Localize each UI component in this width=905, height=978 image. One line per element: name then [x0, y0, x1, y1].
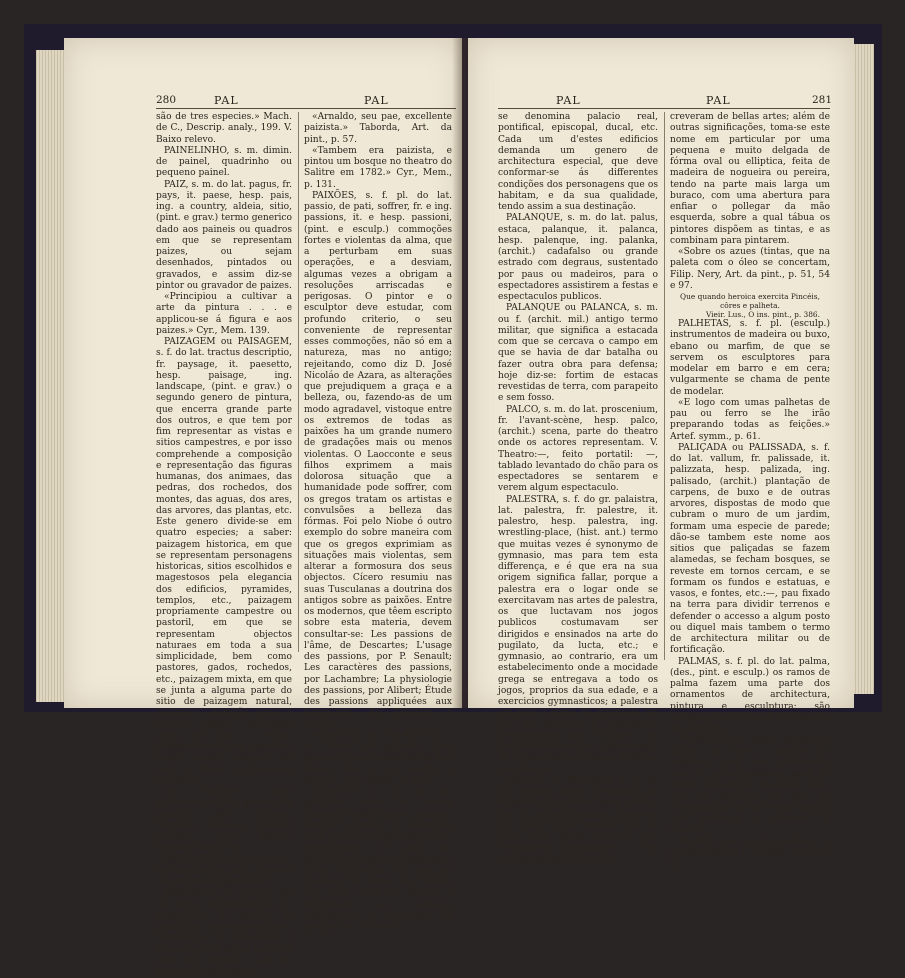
- paragraph: creveram de bellas artes; além de outras significações, toma-se este nome em particular por uma pequena e muito delgada de fórma oval ou elliptica, feita de madeira de nogueira ou pereira, tendo na parte mais larga um buraco, com uma abertura para enfiar o pollegar da mão esquerda, sobre a qual tábua os pintores dispõem as tintas, e as combinam para pintarem.: [670, 112, 830, 246]
- paragraph: PAIZAGEM ou PAISAGEM, s. f. do lat. tractus descriptio, fr. paysage, it. paesetto, hesp. paisage, ing. landscape, (pint. e grav.) o segundo genero de pintura, que encerra grande parte dos outros, e que tem por fim representar as vistas e sitios campestres, e por isso comprehende a composição e representação das figuras humanas, dos animaes, das pedras, dos rochedos, dos montes, das aguas, dos ares, das arvores, das plantas, etc. Este genero divide-se em quatro especies; a saber: paizagem historica, em que se representam personagens historicas, sitios escolhidos e magestosos pela elegancia dos edificios, pyramides, templos, etc., paizagem propriamente campestre ou pastoril, em que se representam objectos naturaes em toda a sua simplicidade, bem como pastores, gados, rochedos, etc., paizagem mixta, em que se junta a alguma parte do sitio de paizagem natural, qualquer alteração para o melhor effeito, paizagem ideal, em que o artista livremente compõe o quadro, tendo porém sempre em vista o effeito da natureza em geral.: [156, 337, 292, 786]
- paragraph: PALIÇADA ou PALISSADA, s. f. do lat. vallum, fr. palissade, it. palizzata, hesp. palizada, ing. palisado, (archit.) plantação de carpens, de buxo e de outras arvores, dispostas de modo que cubram o muro de um jardim, formam uma especie de parede; dão-se tambem este nome aos sitios que paliçadas se fazem alamedas, se fecham bosques, se reveste em tornos cercam, e se formam os fundos e estatuas, e vasos, e fontes, etc.:—, pau fixado na terra para dividir terrenos e defender o accesso a algum posto ou diquel mais tambem o termo de architectura militar ou de fortificação.: [670, 442, 830, 656]
- page-edges-right: [852, 44, 874, 694]
- paragraph: PAIZAGISTA, s. m. dos 2 g., do caracter de paiz, o pintor ou pintora de paizagens.: [156, 854, 292, 887]
- right-page: [468, 38, 854, 869]
- paragraph: «Sobre os azues (tintas, que na paleta com o óleo se concertam, Filip. Nery, Art. da pint., p. 51, 54 e 97.: [670, 247, 830, 291]
- paragraph: PALETA ou PALHETA, s. f. do lat. palmula, dimin. de palma, pá, fr. palette, it. paletta, hesp. paleta, ing. a painter's-palette, pequena pá, (pint.) e da maneira que se acha este nome escripto nos diccionarios portuguezes, e nos escriptores artisticos que: [498, 775, 658, 865]
- column-divider-left: [298, 112, 299, 652]
- right-column-1: [498, 112, 658, 865]
- paragraph: PALANQUE, s. m. do lat. palus, estaca, palanque, it. palanca, hesp. palenque, ing. palanka, (archit.) cadafalso ou grande estrado com degraus, sustentado por paus ou madeiros, para o espectadores assistirem a festas e espectaculos publicos.: [498, 213, 658, 302]
- paragraph: «Principiou a cultivar a arte da pintura . . . e applicou-se á figura e aos paizes.» Cyr., Mem. 139.: [156, 292, 292, 336]
- paragraph: PAINELINHO, s. m. dimin. de painel, quadrinho ou pequeno painel.: [156, 145, 292, 179]
- left-column-1: [156, 112, 292, 977]
- header-rule-right: [498, 108, 830, 109]
- paragraph: PAIZISTA, s. m. dos 2 g., do lat. pictor topographicus, fr. paysagiste, it. pittore di paesi, ing. landscape-painter, contracção de paizagista: o artista que se dá ou entre os sexo que exercita a arte de pintura de paizagens.: [156, 888, 292, 977]
- right-column-2: [670, 112, 830, 869]
- paragraph: PALMAS, s. f. pl. do lat. palma, (des., pint. e esculp.) os ramos de palma fazem uma parte dos ornamentos de architectura, pintura e esculptura: são attributos de victoria e symbolos de martyrio.: [670, 656, 830, 734]
- page-edges-left: [36, 50, 66, 702]
- page-number-left: 280: [156, 94, 177, 106]
- paragraph: PALACETE ou PALACETO, s. m. dimin. de palacio. «Um palaceto para habitação de sua altera real, e no centro a egreja». Cyr., Mem., p. 237.: [304, 730, 452, 786]
- paragraph: «Tambem era paizista, e pintou um bosque no theatro do Salitre em 1782.» Cyr., Mem., p. 131.: [304, 145, 452, 190]
- paragraph: Os auctores mais abalisados n'este genero de pintura são Ticiano, Carache, Poussin, Claudio Lorrene, Paulo Pottar, Salvador Rosa, etc.: [156, 787, 292, 854]
- paragraph: PALHETAS, s. f. pl. (esculp.) instrumentos de madeira ou buxo, ebano ou marfim, de que se servem os esculptores para modelar em barro e em cera; vulgarmente se chama de pente de modelar.: [670, 319, 830, 397]
- header-rule-left: [156, 108, 456, 109]
- paragraph: PALMETA, s. f. dimin. de palma, cunha de ferro, chumbo ou madeira, com tres differentes usos e principalmente para se metter debaixo de qualquer peso, que se levantar, ou que se pretenda dar-lhe um tempo para o que pretende a aprumar. V. Cunha.: [670, 735, 830, 836]
- paragraph: Vieir. Lus., O ins. pint., p. 386.: [705, 310, 820, 319]
- paragraph: PALMO, s. m. do lat. palmus, it. palmo, (archit.) medida romana, to-: [670, 836, 830, 869]
- running-head-left-2: PAL: [364, 94, 389, 107]
- left-page: [64, 38, 462, 977]
- column-divider-right: [664, 112, 665, 660]
- paragraph: se denomina palacio real, pontifical, episcopal, ducal, etc. Cada um d'estes edificios demanda um genero de architectura especial, que deve conformar-se ás differentes condições dos personagens que os habitam, e da sua qualidade, tendo assim a sua destinação.: [498, 112, 658, 212]
- paragraph: PALANQUE ou PALANCA, s. m. ou f. (archit. mil.) antigo termo militar, que significa a estacada com que se cercava o campo em que se havia de dar batalha ou fazer outra obra para defensa; hoje diz-se: fortim de estacas revestidas de terra, com parapeito e sem fosso.: [498, 303, 658, 404]
- paragraph: PALACIO, s. m. do lat. palatium, deriv. do monte Palatino, onde Augusto mandou edificar grande e magnifica casa para sua habitação, (arch. significação: 1.º, paço ou edificio que habita o imperador, o rei, o principe; 2.º, casa do cardeal, do bispo, do duque; 3.º, casa onde se acham a funcionam as camaras legislativas, os tribunaes de justiça, etc., e assim: [304, 787, 452, 932]
- paragraph: PAIXÕES, s. f. pl. do lat. passio, de pati, soffrer, fr. e ing. passions, it. e hesp. passioni, (pint. e esculp.) commoções fortes e violentas da alma, que a perturbam em suas operações, e a desviam, algumas vezes a obrigam a resoluções arriscadas e perigosas. O pintor e o esculptor deve estudar, com profundo criterio, o seu conveniente de representar esses commoções, não só em a natureza, mas no antigo; rejeitando, como diz D. José Nicoláo de Azara, as alterações que prejudiquem a graça e a belleza, ou, fazendo-as de um modo agradavel, vistoque entre os extremos de todas as paixões ha um grande numero de gradações mais ou menos violentas. O Laocconte e seus filhos exprimem a mais dolorosa situação que a humanidade pode soffrer, com os gregos tratam os artistas e convulsões a belleza das fórmas. Foi pelo Niobe ó outro exemplo do sobre maneira com que os gregos exprimiam as situações mais violentas, sem alterar a formosura dos seus objectos. Cícero resumiu nas suas Tusculanas a doutrina dos antigos sobre as paixões. Entre os modernos, que têem escripto sobre esta materia, devem consultar-se: Les passions de l'âme, de Descartes; L'usage des passions, por P. Senault; Les caractères des passions, por Lachambre; La physiologie des passions, por Alibert; Étude des passions appliquées aux beaux-arts, de Delestre e outros.: [304, 190, 452, 730]
- page-number-right: 281: [812, 94, 833, 106]
- running-head-right-1: PAL: [556, 94, 581, 107]
- paragraph: «Arnaldo, seu pae, excellente paizista.» Taborda, Art. da pint., p. 57.: [304, 112, 452, 145]
- paragraph: PALESTRA, s. f. do gr. palaistra, lat. palestra, fr. palestre, it. palestro, hesp. palestra, ing. wrestling-place, (hist. ant.) termo que muitas vezes é synonymo de gymnasio, mas para tem esta differença, e é que era na sua origem significa fallar, porque a palestra era o logar onde se exercitavam nas artes de palestra, os que luctavam nos jogos publicos costumavam ser dirigidos e ensinados na arte do pugilato, da lucta, etc.; e gymnasio, ao contrario, era um estabelecimento onde a mocidade grega se entregava a todo os jogos, proprios da sua edade, e a exercicios gymnasticos; a palestra era pois a parte do gymnasio em que se ensinava a gymnastica propriamente dita. Vitruvio, em sua Architectura, liv. v, descreve e dá o plano de um d'estes edificios dos antigos.: [498, 494, 658, 775]
- paragraph: PAIZ, s. m. do lat. pagus, fr. pays, it. paese, hesp. pais, ing. a country, aldeia, sitio, (pint. e grav.) termo generico dado aos paineis ou quadros em que se representam paizes, ou sejam desenhados, pintados ou gravados, e assim diz-se pintor ou gravador de paizes.: [156, 179, 292, 291]
- left-column-2: [304, 112, 452, 932]
- paragraph: são de tres especies.» Mach. de C., Descrip. analy., 199. V. Baixo relevo.: [156, 112, 292, 145]
- running-head-right-2: PAL: [706, 94, 731, 107]
- paragraph: PALCO, s. m. do lat. proscenium, fr. l'avant-scène, hesp. palco, (archit.) scena, parte do theatro onde os actores representam. V. Theatro:—, feito portatil: —, tablado levantado do chão para os espectadores se sentarem e verem algum espectaculo.: [498, 404, 658, 494]
- paragraph: Que quando heroica exercita Pincéis, côres e palheta.: [680, 292, 820, 310]
- paragraph: «E logo com umas palhetas de pau ou ferro se lhe irão preparando todas as feições.» Artef. symm., p. 61.: [670, 397, 830, 442]
- running-head-left-1: PAL: [214, 94, 239, 107]
